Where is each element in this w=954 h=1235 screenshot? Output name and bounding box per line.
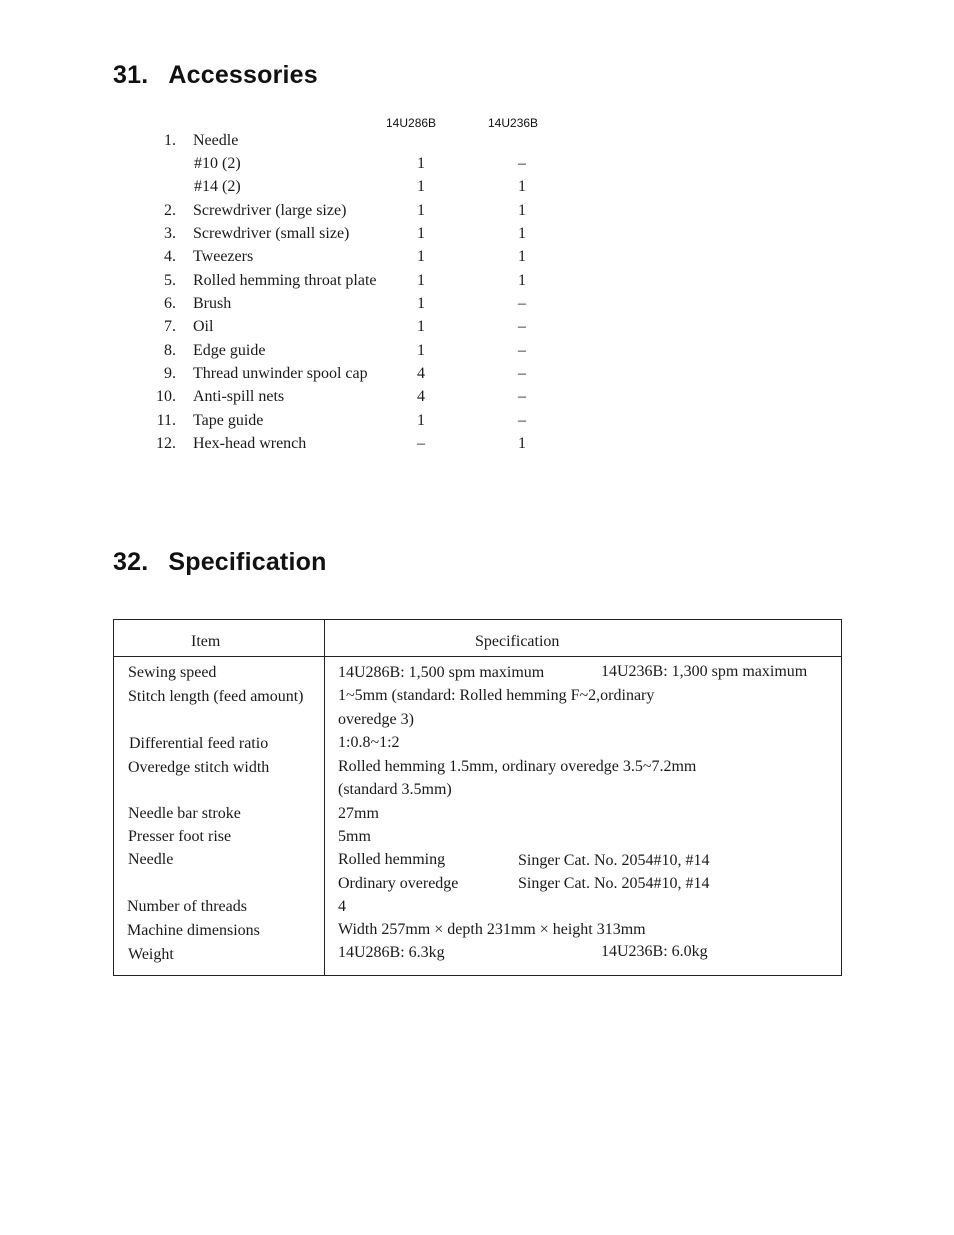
qty-14u236b: – — [518, 295, 526, 312]
accessory-number: 11. — [156, 412, 176, 429]
value-needle-ordinary-overedge: Ordinary overedge — [338, 875, 459, 892]
qty-14u286b: 1 — [417, 272, 425, 289]
accessory-number: 12. — [156, 435, 176, 452]
accessory-row — [140, 318, 560, 340]
accessory-number: 9. — [164, 365, 176, 382]
accessory-number: 7. — [164, 318, 176, 335]
accessory-name: Edge guide — [193, 342, 266, 359]
qty-14u286b: 1 — [417, 342, 425, 359]
value-needle-rolled-hemming: Rolled hemming — [338, 851, 446, 868]
accessory-name: Brush — [193, 295, 232, 312]
qty-14u286b: 1 — [417, 318, 425, 335]
label-number-of-threads: Number of threads — [127, 898, 247, 915]
value-presser-foot-rise: 5mm — [338, 828, 371, 845]
accessory-name: Rolled hemming throat plate — [193, 272, 377, 289]
value-number-of-threads: 4 — [338, 898, 346, 915]
accessory-row — [140, 272, 560, 294]
value-differential-feed: 1:0.8~1:2 — [338, 734, 400, 751]
section-31-title — [113, 61, 318, 90]
accessory-number: 4. — [164, 248, 176, 265]
accessory-number: 5. — [164, 272, 176, 289]
label-sewing-speed: Sewing speed — [128, 664, 217, 681]
accessory-number: 6. — [164, 295, 176, 312]
value-overedge-width-line1: Rolled hemming 1.5mm, ordinary overedge 3.5~7.2mm — [338, 758, 697, 775]
qty-14u286b: 1 — [417, 248, 425, 265]
qty-14u286b: 1 — [417, 412, 425, 429]
accessory-row — [140, 202, 560, 224]
value-stitch-length-line1: 1~5mm (standard: Rolled hemming F~2,ordinary — [338, 687, 655, 704]
accessory-number: 10. — [156, 388, 176, 405]
label-needle: Needle — [128, 851, 174, 868]
label-weight: Weight — [128, 946, 174, 963]
qty-14u236b: 1 — [518, 248, 526, 265]
specification-table — [113, 619, 842, 976]
qty-14u286b: 1 — [417, 202, 425, 219]
qty-14u236b: 1 — [518, 202, 526, 219]
qty-14u286b: – — [417, 435, 425, 452]
value-machine-dimensions: Width 257mm × depth 231mm × height 313mm — [338, 921, 646, 938]
accessory-number: 3. — [164, 225, 176, 242]
value-stitch-length-line2: overedge 3) — [338, 711, 414, 728]
qty-14u236b: – — [518, 388, 526, 405]
section-32-heading: Specification — [168, 548, 327, 576]
qty-14u236b: – — [518, 318, 526, 335]
qty-14u236b: 1 — [518, 272, 526, 289]
accessory-name: Screwdriver (small size) — [193, 225, 350, 242]
header-specification: Specification — [475, 633, 560, 650]
qty-14u286b: 1 — [417, 295, 425, 312]
label-needle-bar-stroke: Needle bar stroke — [128, 805, 241, 822]
value-weight-14u286b: 14U286B: 6.3kg — [338, 944, 445, 961]
qty-14u286b: 1 — [417, 225, 425, 242]
accessory-name: Tweezers — [193, 248, 254, 265]
header-item: Item — [191, 633, 221, 650]
accessory-row — [140, 132, 560, 154]
value-weight-14u236b: 14U236B: 6.0kg — [601, 943, 708, 960]
qty-14u236b: – — [518, 155, 526, 172]
section-32-title — [113, 548, 327, 577]
qty-14u236b: – — [518, 365, 526, 382]
accessory-row — [140, 178, 560, 200]
label-presser-foot-rise: Presser foot rise — [128, 828, 232, 845]
accessory-row — [140, 248, 560, 270]
accessory-row — [140, 155, 560, 177]
label-overedge-width: Overedge stitch width — [128, 759, 270, 776]
label-machine-dimensions: Machine dimensions — [127, 922, 260, 939]
value-sewing-speed-14u236b: 14U236B: 1,300 spm maximum — [601, 663, 808, 680]
value-needle-bar-stroke: 27mm — [338, 805, 379, 822]
accessory-number: 2. — [164, 202, 176, 219]
column-header-14u236b: 14U236B — [488, 116, 539, 130]
accessory-row — [140, 412, 560, 434]
table-column-divider — [324, 620, 325, 975]
qty-14u236b: – — [518, 342, 526, 359]
label-stitch-length: Stitch length (feed amount) — [128, 688, 304, 705]
column-header-14u286b: 14U286B — [386, 116, 437, 130]
accessory-name: #10 (2) — [194, 155, 241, 172]
value-sewing-speed-14u286b: 14U286B: 1,500 spm maximum — [338, 664, 545, 681]
accessory-name: Anti-spill nets — [193, 388, 285, 405]
accessory-row — [140, 388, 560, 410]
accessory-name: Needle — [193, 132, 239, 149]
accessory-row — [140, 295, 560, 317]
section-31-number: 31. — [113, 61, 149, 89]
qty-14u236b: 1 — [518, 178, 526, 195]
accessory-name: Tape guide — [193, 412, 264, 429]
qty-14u236b: – — [518, 412, 526, 429]
accessory-row — [140, 365, 560, 387]
accessory-row — [140, 435, 560, 457]
accessory-row — [140, 342, 560, 364]
label-differential-feed: Differential feed ratio — [129, 735, 269, 752]
value-needle-rolled-hemming-catalog: Singer Cat. No. 2054#10, #14 — [518, 852, 710, 869]
qty-14u236b: 1 — [518, 225, 526, 242]
table-header-divider — [114, 656, 841, 657]
accessory-name: #14 (2) — [194, 178, 241, 195]
accessory-name: Hex-head wrench — [193, 435, 307, 452]
accessory-name: Oil — [193, 318, 214, 335]
accessory-number: 1. — [164, 132, 176, 149]
qty-14u286b: 4 — [417, 388, 425, 405]
qty-14u286b: 4 — [417, 365, 425, 382]
accessory-row — [140, 225, 560, 247]
value-needle-ordinary-overedge-catalog: Singer Cat. No. 2054#10, #14 — [518, 875, 710, 892]
section-31-heading: Accessories — [168, 61, 318, 89]
value-overedge-width-line2: (standard 3.5mm) — [338, 781, 452, 798]
accessory-number: 8. — [164, 342, 176, 359]
qty-14u286b: 1 — [417, 155, 425, 172]
section-32-number: 32. — [113, 548, 149, 576]
accessory-name: Thread unwinder spool cap — [193, 365, 368, 382]
qty-14u286b: 1 — [417, 178, 425, 195]
accessory-name: Screwdriver (large size) — [193, 202, 347, 219]
qty-14u236b: 1 — [518, 435, 526, 452]
